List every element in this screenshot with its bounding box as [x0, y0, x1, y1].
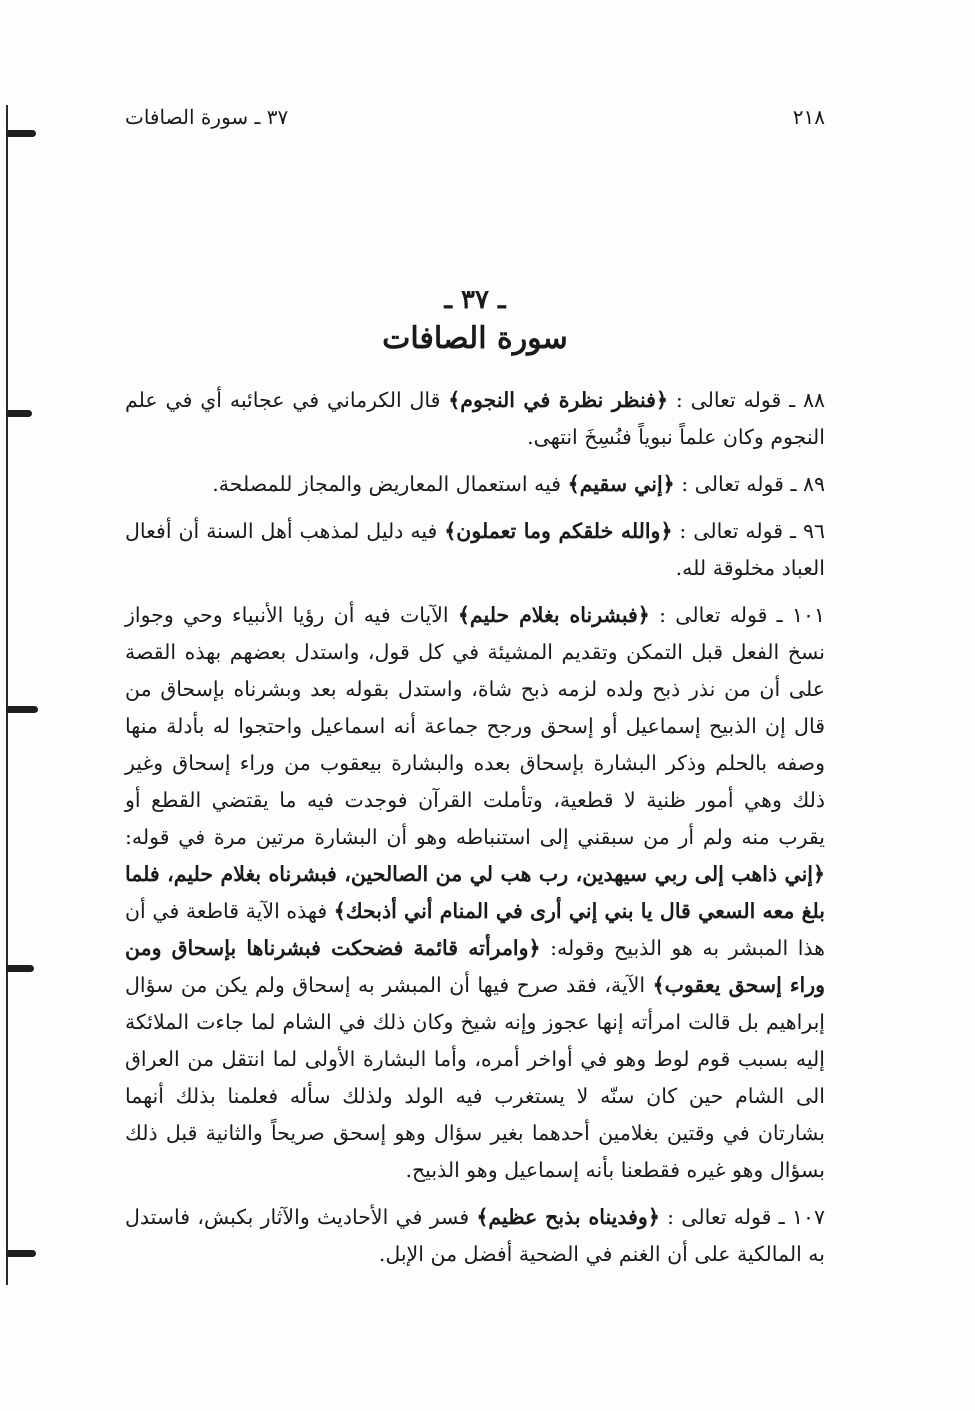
document-page — [125, 105, 825, 1283]
commentary-text: قال الكرماني في عجائبه أي في علم النجوم وكان علماً نبوياً فنُسِخَ انتهى. — [125, 388, 825, 449]
paragraph-107 — [125, 1199, 825, 1273]
commentary-text: فسر في الأحاديث والآثار بكبش، فاستدل به المالكية على أن الغنم في الضحية أفضل من الإبل. — [125, 1205, 825, 1266]
binding-mark — [6, 1250, 36, 1257]
verse-ref: ١٠٧ ـ قوله تعالى : — [659, 1205, 825, 1229]
verse-ref: ١٠١ ـ قوله تعالى : — [649, 603, 825, 627]
paragraph-101 — [125, 597, 825, 1189]
verse-ref: ٩٦ ـ قوله تعالى : — [672, 519, 825, 543]
quran-quote: ﴿إني ذاهب إلى ربي سيهدين، رب هب لي من الصالحين، فبشرناه بغلام حليم، فلما بلغ معه السعي قال يا بني إني أرى في المنام أني أذبحك﴾ — [125, 862, 825, 923]
chapter-title: سورة الصافات — [382, 321, 568, 356]
commentary-text: الآيات فيه أن رؤيا الأنبياء وحي وجواز نسخ الفعل قبل التمكن وتقديم المشيئة في كل قول، واستدل بعضهم بهذه القصة على أن من نذر ذبح ولده لزمه ذبح شاة، واستدل بقوله بعد وبشرناه بإسحاق من قال إن الذبيح إسماعيل أو إسحق ورجح جماعة أنه اسماعيل واحتجوا له بأدلة منها وصفه بالحلم وذكر البشارة بإسحاق بعده والبشارة بيعقوب من وراء إسحاق وغير ذلك وهي أمور ظنية لا قطعية، وتأملت القرآن فوجدت فيه ما يقتضي القطع أو يقرب منه ولم أر من سبقني إلى استنباطه وهو أن البشارة مرتين مرة في قوله: — [125, 603, 825, 849]
verse-ref: ٨٨ ـ قوله تعالى : — [667, 388, 825, 412]
running-header — [125, 105, 825, 145]
quran-quote: ﴿والله خلقكم وما تعملون﴾ — [444, 519, 673, 543]
binding-mark — [6, 130, 36, 137]
quran-quote: ﴿فبشرناه بغلام حليم﴾ — [457, 603, 650, 627]
binding-mark — [6, 965, 34, 972]
commentary-text: فيه استعمال المعاريض والمجاز للمصلحة. — [212, 472, 568, 496]
commentary-text: فيه دليل لمذهب أهل السنة أن أفعال العباد مخلوقة لله. — [125, 519, 825, 580]
paragraph-96 — [125, 513, 825, 587]
page-number: ٢١٨ — [792, 105, 825, 129]
chapter-number: ـ ٣٧ ـ — [444, 285, 506, 315]
verse-ref: ٨٩ ـ قوله تعالى : — [674, 472, 825, 496]
quran-quote: ﴿فنظر نظرة في النجوم﴾ — [448, 388, 668, 412]
binding-mark — [6, 706, 38, 713]
quran-quote: ﴿إني سقيم﴾ — [567, 472, 675, 496]
quran-quote: ﴿وفديناه بذبح عظيم﴾ — [476, 1205, 660, 1229]
paragraph-89 — [125, 466, 825, 503]
commentary-text: فهذه الآية قاطعة في أن هذا المبشر به هو الذبيح وقوله: — [125, 899, 825, 960]
page-binding-edge — [6, 105, 8, 1285]
binding-mark — [6, 410, 32, 417]
running-title: ٣٧ ـ سورة الصافات — [125, 105, 289, 129]
quran-quote: ﴿وامرأته قائمة فضحكت فبشرناها بإسحاق ومن وراء إسحق يعقوب﴾ — [125, 936, 826, 997]
commentary-text: الآية، فقد صرح فيها أن المبشر به إسحاق ولم يكن من سؤال إبراهيم بل قالت امرأته إنها عجوز وإنه شيخ وكان ذلك في الشام لما جاءت الملائكة إليه بسبب قوم لوط وهو في أواخر أمره، وأما البشارة الأولى لما انتقل من العراق الى الشام حين كان سنّه لا يستغرب فيه الولد ولذلك سأله فعلمنا بذلك أنهما بشارتان في وقتين بغلامين أحدهما بغير سؤال وهو إسحق صريحاً والثانية قبل ذلك بسؤال وهو غيره فقطعنا بأنه إسماعيل وهو الذبيح. — [125, 973, 825, 1182]
paragraph-88 — [125, 382, 825, 456]
